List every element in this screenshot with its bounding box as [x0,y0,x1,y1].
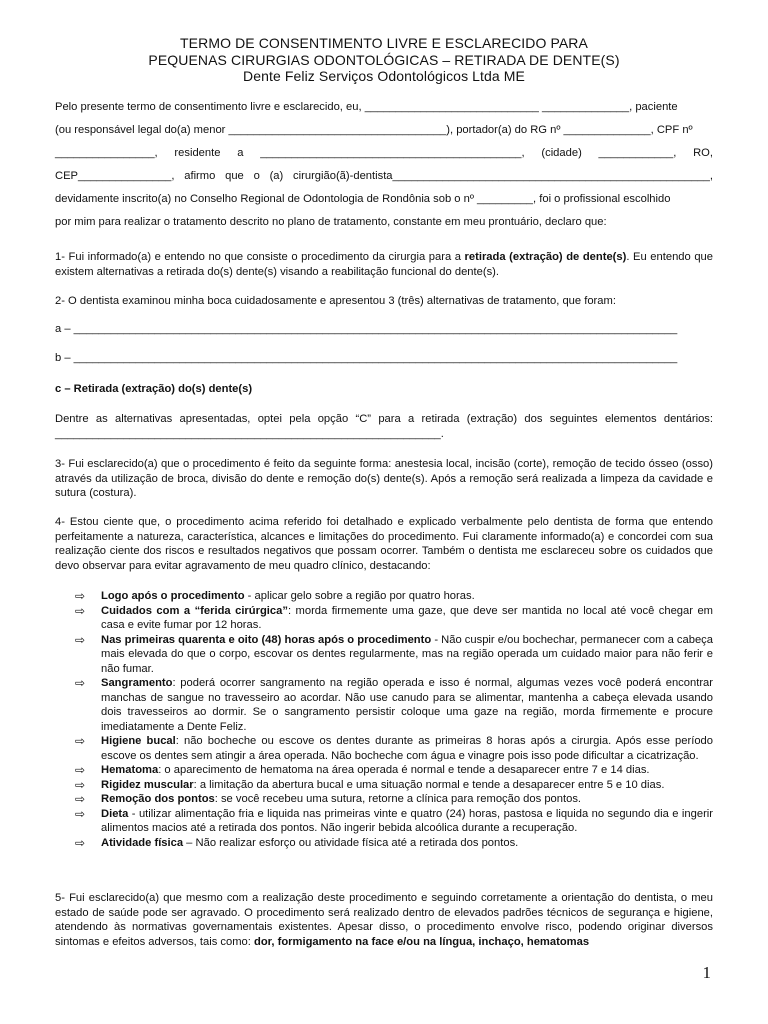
care-instruction-text: - Não cuspir e/ou bochechar, permanecer com a cabeça mais elevada do que o corpo, escovar os dentes regularmente, mas na região operada um cuidado maior para não ferir e não fumar. [101,633,713,675]
care-instruction-item [75,792,713,807]
clause-1-post: . Eu entendo que existem alternativas a retirada do(s) dente(s) visando a reabilitação funcional do dente(s). [55,251,713,278]
intro-l4-w3: o [253,170,260,182]
care-instruction-item [75,836,713,851]
care-instruction-text: : morda firmemente uma gaze, que deve ser mantida no local até você chegar em casa e evite fumar por 12 horas. [101,604,713,631]
page-number: 1 [702,963,711,982]
intro-l3-w5: ____________, [598,147,677,159]
intro-l3-w2: a [237,147,244,159]
intro-l3-w3: __________________________________________, [260,147,525,159]
care-instruction-title: Nas primeiras quarenta e oito (48) horas após o procedimento [101,633,432,646]
intro-l3-w4: (cidade) [541,147,582,159]
choice-paragraph: Dentre as alternativas apresentadas, optei pela opção “C” para a retirada (extração) dos seguintes elementos dentários: ______________________________________________________________. [55,413,713,440]
care-instruction-text: : não bocheche ou escove os dentes durante as primeiras 8 horas após a cirurgia. Após esse período escove os dentes sem atingir a área operada. Não bocheche com água e vinagre pois isso pode dificultar a cicatrização. [101,735,713,762]
care-instruction-text: - aplicar gelo sobre a região por quatro horas. [244,590,475,602]
care-instruction-text: : o aparecimento de hematoma na área operada é normal e tende a desaparecer entre 7 e 14 dias. [158,764,650,776]
care-instruction-item [75,763,713,778]
clause-2: 2- O dentista examinou minha boca cuidadosamente e apresentou 3 (três) alternativas de tratamento, que foram: [55,295,616,307]
arrow-icon: ⇨ [75,806,86,821]
intro-line-3 [55,146,713,161]
title-line-2: PEQUENAS CIRURGIAS ODONTOLÓGICAS – RETIRADA DE DENTE(S) [148,52,620,68]
intro-l3-w6: RO, [693,147,713,159]
care-instructions-list [75,589,713,850]
intro-l4-w1: afirmo [184,170,216,182]
alternative-c: c – Retirada (extração) do(s) dente(s) [55,383,253,395]
clause-5-pre: 5- Fui esclarecido(a) que mesmo com a realização deste procedimento e seguindo corretamente a orientação do dentista, o meu estado de saúde pode ser agravado. O procedimento será realizado dentro de elevados padrões técnicos de segurança e higiene, atendendo às normativas governamentais existentes. Apesar disso, o procedimento envolve risco, podendo originar diversos sintomas e efeitos adversos, tais como: [55,892,713,948]
care-instruction-text: - utilizar alimentação fria e liquida nas primeiras vinte e quatro (24) horas, pastosa e liquida no segundo dia e ingerir alimentos macios até a retirada dos pontos. Não ingerir bebida alcoólica durante a recuperação. [101,807,713,834]
alternative-a-field: a – _________________________________________________________________________________________________ [55,323,678,335]
care-instruction-item [75,778,713,793]
intro-l3-w1: residente [174,147,221,159]
care-instruction-text: : a limitação da abertura bucal e uma situação normal e tende a desaparecer entre 5 e 10 dias. [193,778,665,791]
clause-1 [55,250,713,279]
care-instruction-title: Logo após o procedimento [101,590,245,602]
clause-1-bold: retirada (extração) de dente(s) [464,251,627,263]
intro-l4-w0: CEP_______________, [55,170,175,182]
intro-l4-w4: (a) [269,170,284,182]
clause-5 [55,891,713,949]
arrow-icon: ⇨ [75,792,86,806]
arrow-icon: ⇨ [75,734,86,748]
care-instruction-title: Higiene bucal [101,735,176,747]
intro-line-5: devidamente inscrito(a) no Conselho Regional de Odontologia de Rondônia sob o nº _________, foi o profissional escolhido [55,193,671,205]
care-instruction-text: – Não realizar esforço ou atividade física até a retirada dos pontos. [183,836,519,849]
title-line-3: Dente Feliz Serviços Odontológicos Ltda ME [243,68,525,84]
care-instruction-text: : poderá ocorrer sangramento na região operada e isso é normal, algumas vezes você poderá encontrar manchas de sangue no travesseiro ao acordar. Não use canudo para se alimentar, mantenha a cabeça elevada usando dois travesseiros ao dormir. Se o sangramento persistir coloque uma gaze na região, morda firmemente e procure imediatamente a Dente Feliz. [101,677,713,733]
clause-5-bold: dor, formigamento na face e/ou na língua, inchaço, hematomas [253,935,590,948]
care-instruction-item [75,633,713,677]
care-instruction-item [75,734,713,763]
care-instruction-item [75,604,713,633]
arrow-icon: ⇨ [75,763,86,777]
care-instruction-item [75,676,713,734]
care-instruction-item [75,807,713,836]
care-instruction-title: Atividade física [101,836,184,849]
clause-3: 3- Fui esclarecido(a) que o procedimento é feito da seguinte forma: anestesia local, incisão (corte), remoção de tecido ósseo (osso) através da utilização de broca, divisão do dente e remoção do(s) dente(s). Após a remoção será realizada a limpeza da cavidade e sutura (costura). [55,458,713,499]
arrow-icon: ⇨ [75,589,86,603]
care-instruction-item [75,589,713,604]
care-instruction-title: Cuidados com a “ferida cirúrgica” [101,604,288,617]
arrow-icon: ⇨ [75,603,86,618]
intro-line-4 [55,169,713,184]
care-instruction-title: Hematoma [101,764,159,776]
intro-line-2: (ou responsável legal do(a) menor ___________________________________), portador(a) do RG nº ______________, CPF nº [55,124,693,136]
care-instruction-title: Sangramento [101,677,173,689]
care-instruction-title: Dieta [101,807,129,820]
alternative-b-field: b – _________________________________________________________________________________________________ [55,352,678,364]
intro-line-1: Pelo presente termo de consentimento livre e esclarecido, eu, ____________________________ ______________, paciente [55,101,678,113]
title-line-1: TERMO DE CONSENTIMENTO LIVRE E ESCLARECIDO PARA [180,35,588,51]
intro-line-6: por mim para realizar o tratamento descrito no plano de tratamento, constante em meu prontuário, declaro que: [55,216,607,228]
intro-l4-w5: cirurgião(ã)-dentista___________________________________________________, [293,170,713,182]
arrow-icon: ⇨ [75,835,86,850]
clause-1-pre: 1- Fui informado(a) e entendo no que consiste o procedimento da cirurgia para a [55,251,465,263]
care-instruction-title: Remoção dos pontos [101,793,215,805]
care-instruction-title: Rigidez muscular [101,778,194,791]
intro-l4-w2: que [225,170,244,182]
arrow-icon: ⇨ [75,676,86,690]
intro-l3-w0: ________________, [55,147,158,159]
care-instruction-text: : se você recebeu uma sutura, retorne a clínica para remoção dos pontos. [214,793,582,805]
clause-4: 4- Estou ciente que, o procedimento acima referido foi detalhado e explicado verbalmente pelo dentista de forma que entendo perfeitamente a natureza, característica, alcances e limitações do procedimento. Fui claramente informado(a) e concordei com sua realização ciente dos riscos e resultados negativos que possam ocorrer. Também o dentista me esclareceu sobre os cuidados que devo observar para evitar agravamento de meu quadro clínico, destacando: [55,516,713,572]
arrow-icon: ⇨ [75,777,86,792]
arrow-icon: ⇨ [75,632,86,647]
